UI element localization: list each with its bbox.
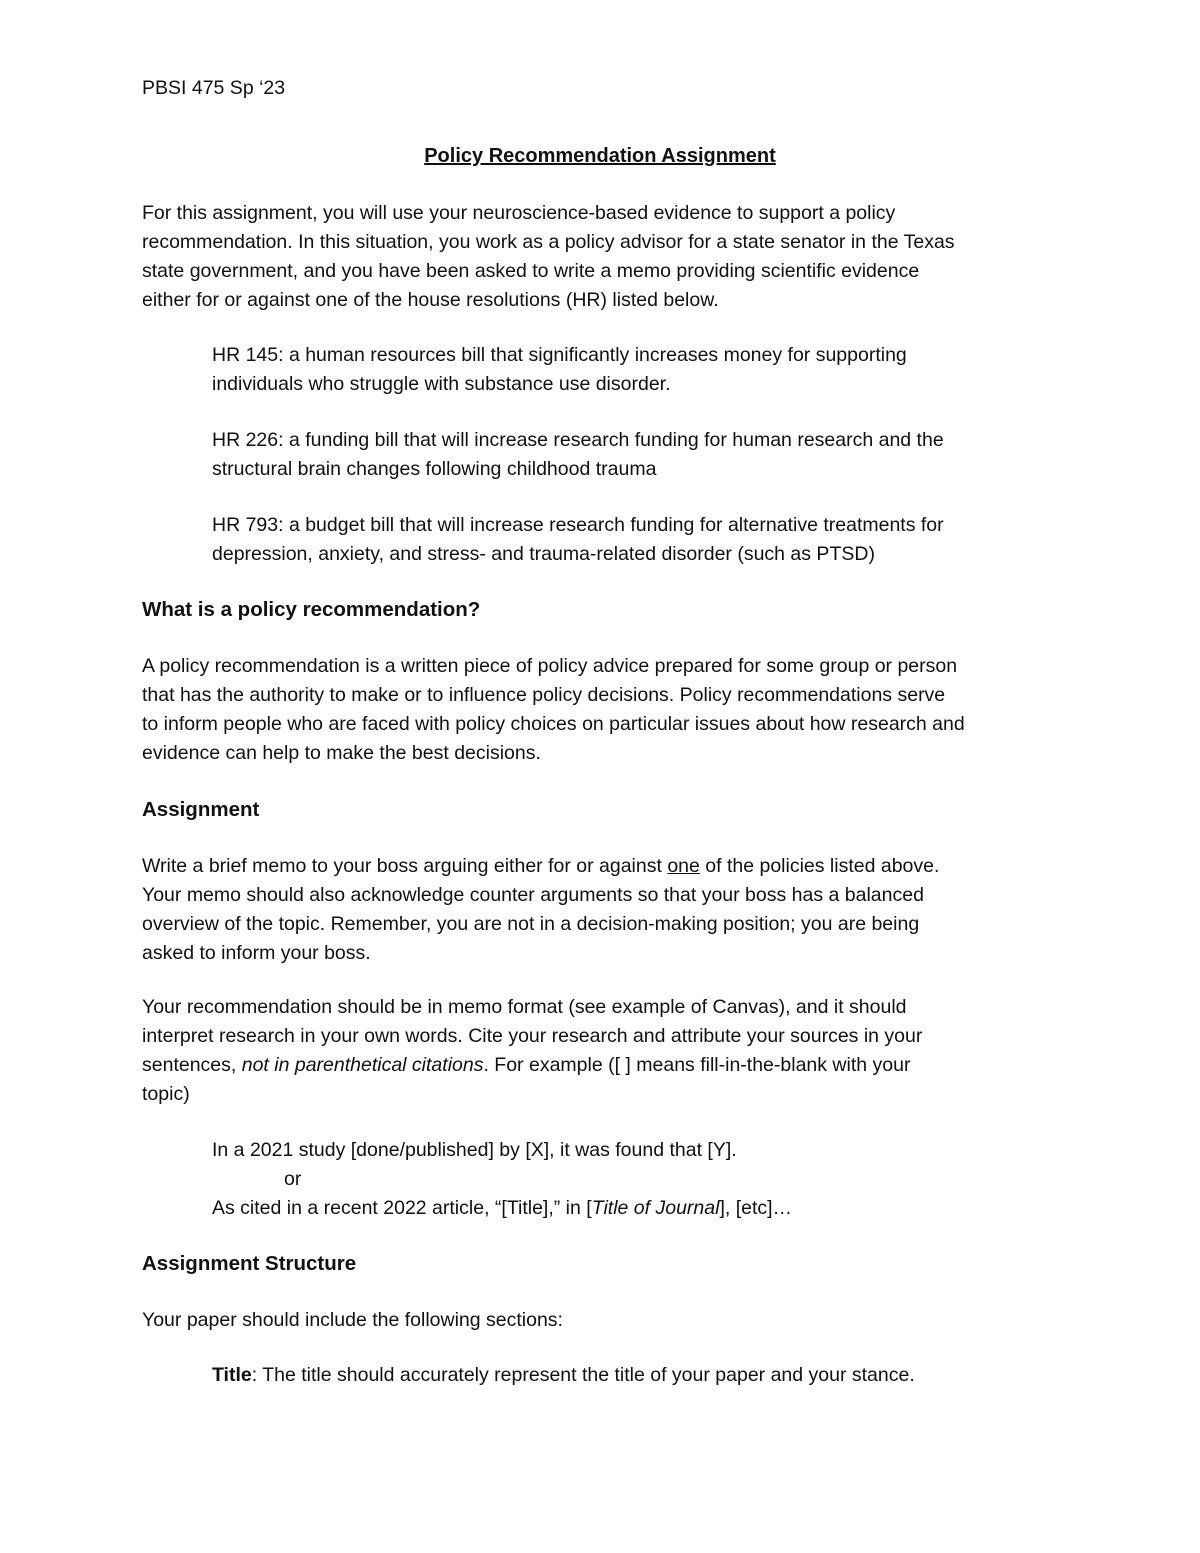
bill-hr226-line-1: HR 226: a funding bill that will increase research funding for human research and the <box>212 429 944 451</box>
bill-hr145-line-1: HR 145: a human resources bill that significantly increases money for supporting <box>212 344 907 366</box>
emphasis-not-parenthetical: not in parenthetical citations <box>241 1054 484 1076</box>
emphasis-one: one <box>667 855 700 877</box>
bill-hr145-line-2: individuals who struggle with substance use disorder. <box>212 373 671 395</box>
structure-title-item: Title: The title should accurately represent the title of your paper and your stance. <box>212 1364 915 1386</box>
assignment-p2-line-2: interpret research in your own words. Cite your research and attribute your sources in your <box>142 1025 923 1047</box>
intro-line-1: For this assignment, you will use your neuroscience-based evidence to support a policy <box>142 202 896 224</box>
bill-hr793-line-2: depression, anxiety, and stress- and trauma-related disorder (such as PTSD) <box>212 543 875 565</box>
structure-intro: Your paper should include the following sections: <box>142 1309 563 1331</box>
citation-or: or <box>284 1168 302 1190</box>
section-heading-assignment-structure: Assignment Structure <box>142 1252 357 1275</box>
citation-example-2: As cited in a recent 2022 article, “[Title],” in [Title of Journal], [etc]… <box>212 1197 793 1219</box>
citation-example-1: In a 2021 study [done/published] by [X], it was found that [Y]. <box>212 1139 737 1161</box>
intro-line-2: recommendation. In this situation, you work as a policy advisor for a state senator in the Texas <box>142 231 955 253</box>
emphasis-title-of-journal: Title of Journal <box>591 1197 720 1219</box>
assignment-p2-line-1: Your recommendation should be in memo format (see example of Canvas), and it should <box>142 996 907 1018</box>
structure-title-label: Title <box>212 1364 252 1386</box>
assignment-p1-line-1: Write a brief memo to your boss arguing either for or against one of the policies listed above. <box>142 855 940 877</box>
intro-line-3: state government, and you have been asked to write a memo providing scientific evidence <box>142 260 920 282</box>
section1-line-4: evidence can help to make the best decisions. <box>142 742 541 764</box>
assignment-p1-line-2: Your memo should also acknowledge counter arguments so that your boss has a balanced <box>142 884 924 906</box>
bill-hr793-line-1: HR 793: a budget bill that will increase research funding for alternative treatments for <box>212 514 944 536</box>
assignment-p2-line-4: topic) <box>142 1083 190 1105</box>
document-title: Policy Recommendation Assignment <box>424 145 776 167</box>
intro-line-4: either for or against one of the house resolutions (HR) listed below. <box>142 289 719 311</box>
assignment-p1-line-4: asked to inform your boss. <box>142 942 371 964</box>
section1-line-3: to inform people who are faced with policy choices on particular issues about how research and <box>142 713 965 735</box>
section1-line-1: A policy recommendation is a written piece of policy advice prepared for some group or person <box>142 655 958 677</box>
assignment-p1-line-3: overview of the topic. Remember, you are not in a decision-making position; you are being <box>142 913 920 935</box>
section-heading-policy-recommendation: What is a policy recommendation? <box>142 598 481 621</box>
bill-hr226-line-2: structural brain changes following childhood trauma <box>212 458 657 480</box>
course-header: PBSI 475 Sp ‘23 <box>142 77 286 99</box>
section1-line-2: that has the authority to make or to influence policy decisions. Policy recommendations serve <box>142 684 946 706</box>
assignment-p2-line-3: sentences, not in parenthetical citations. For example ([ ] means fill-in-the-blank with your <box>142 1054 911 1076</box>
section-heading-assignment: Assignment <box>142 798 260 821</box>
